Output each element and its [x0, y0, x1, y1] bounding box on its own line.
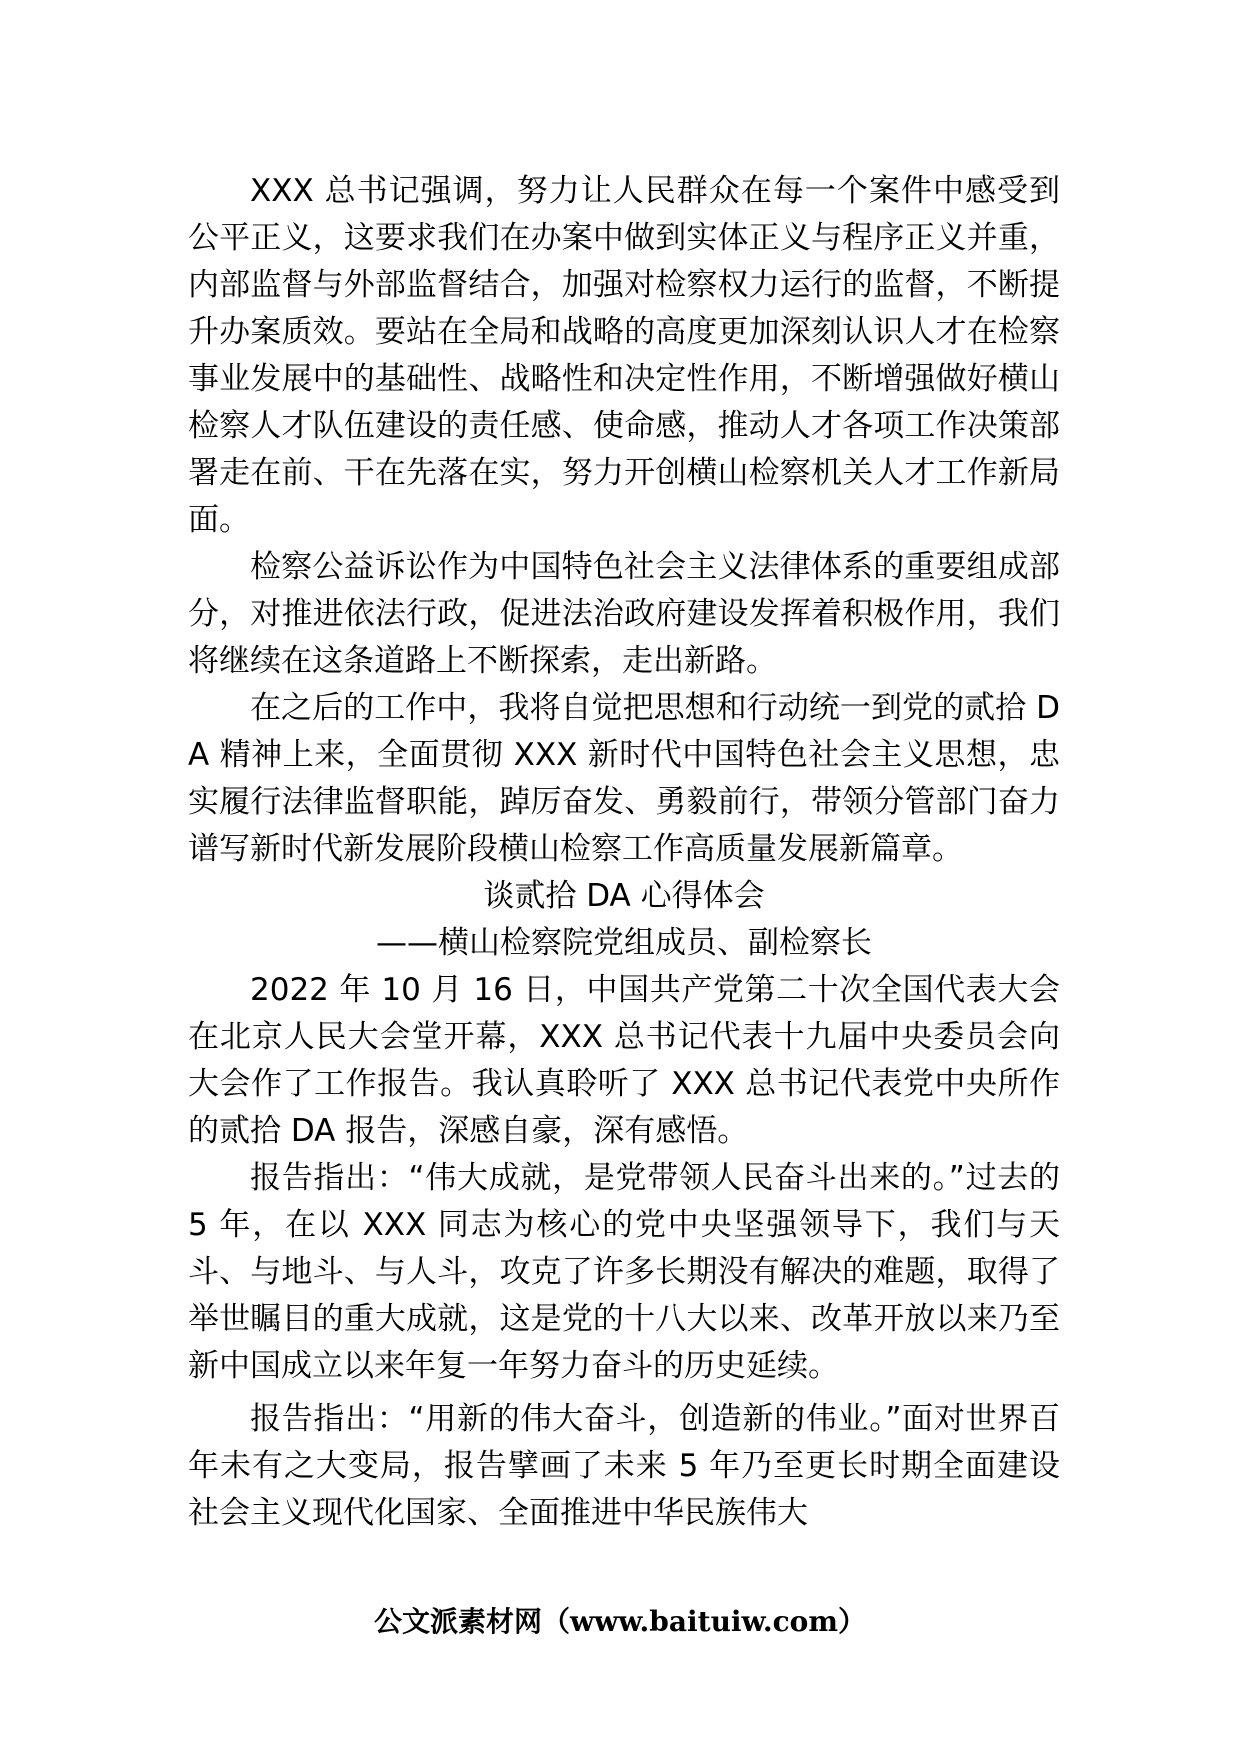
paragraph-new-struggle: 报告指出：“用新的伟大奋斗，创造新的伟业。”面对世界百年未有之大变局，报告擘画了未来 5 年乃至更长时期全面建设社会主义现代化国家、全面推进中华民族伟大 — [188, 1401, 1060, 1531]
footer-watermark: 公文派素材网（www.baituiw.com） — [374, 1605, 866, 1638]
paragraph-talent-work: XXX 总书记强调，努力让人民群众在每一个案件中感受到公平正义，这要求我们在办案中做到实体正义与程序正义并重，内部监督与外部监督结合，加强对检察权力运行的监督，不断提升办案质效。要站在全局和战略的高度更加深刻认识人才在检察事业发展中的基础性、战略性和决定性作用，不断增强做好横山检察人才队伍建设的责任感、使命感，推动人才各项工作决策部署走在前、干在先落在实，努力开创横山检察机关人才工作新局面。 — [188, 173, 1060, 538]
paragraph-public-interest-litigation: 检察公益诉讼作为中国特色社会主义法律体系的重要组成部分，对推进依法行政，促进法治政府建设发挥着积极作用，我们将继续在这条道路上不断探索，走出新路。 — [188, 549, 1060, 679]
document-body — [188, 168, 1060, 1537]
paragraph-great-achievements: 报告指出：“伟大成就，是党带领人民奋斗出来的。”过去的 5 年，在以 XXX 同志为核心的党中央坚强领导下，我们与天斗、与地斗、与人斗，攻克了许多长期没有解决的难题，取得了举世瞩目的重大成就，这是党的十八大以来、改革开放以来乃至新中国成立以来年复一年努力奋斗的历史延续。 — [188, 1160, 1060, 1384]
paragraph-congress-opening: 2022 年 10 月 16 日，中国共产党第二十次全国代表大会在北京人民大会堂开幕，XXX 总书记代表十九届中央委员会向大会作了工作报告。我认真聆听了 XXX 总书记代表党中央所作的贰拾 DA 报告，深感自豪，深有感悟。 — [188, 972, 1060, 1149]
paragraph-future-work: 在之后的工作中，我将自觉把思想和行动统一到党的贰拾 DA 精神上来，全面贯彻 XXX 新时代中国特色社会主义思想，忠实履行法律监督职能，踔厉奋发、勇毅前行，带领分管部门奋力谱写新时代新发展阶段横山检察工作高质量发展新篇章。 — [188, 690, 1060, 867]
section-subtitle: ——横山检察院党组成员、副检察长 — [376, 925, 872, 961]
section-title: 谈贰拾 DA 心得体会 — [483, 878, 765, 914]
